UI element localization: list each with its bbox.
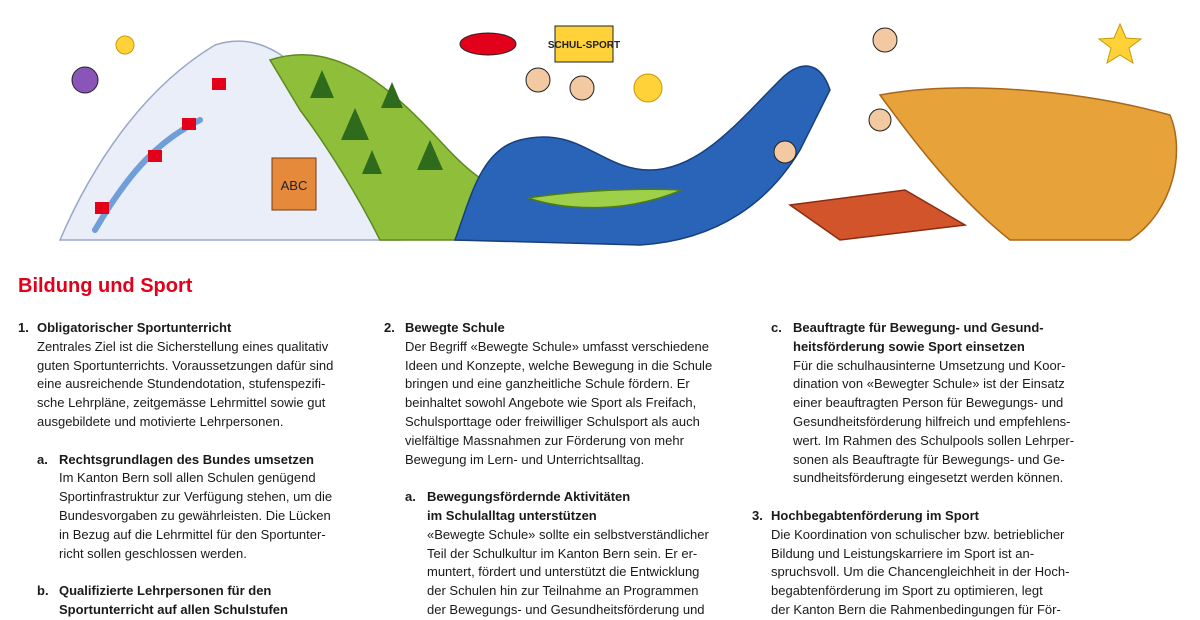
section-2-heading [384, 319, 730, 338]
page-title: Bildung und Sport [18, 275, 193, 297]
text-line: Bundesvorgaben zu gewährleisten. Die Lücken [59, 507, 331, 523]
section-3-heading [752, 507, 1082, 526]
schulsport-flag [548, 26, 620, 62]
section-1-title: Obligatorischer Sportunterricht [37, 320, 232, 335]
text-line: Ideen und Konzepte, welche Bewegung in die Schule [405, 357, 713, 373]
text-line: «Bewegte Schule» sollte ein selbstverständlicher [427, 526, 709, 542]
text-line: bringen und eine ganzheitliche Schule fördern. Er [405, 376, 690, 392]
tennis-court [790, 190, 965, 240]
text-line: Die Koordination von schulischer bzw. betrieblicher [771, 526, 1065, 542]
text-line: sche Lehrpläne, zeitgemässe Lehrmittel sowie gut [37, 395, 326, 411]
section-1 [18, 319, 368, 432]
text-line: dination von «Bewegter Schule» ist der Einsatz [793, 376, 1065, 392]
text-line: Gesundheitsförderung hilfreich und empfehlens- [793, 413, 1071, 429]
text-line: Bildung und Leistungskarriere im Sport ist an- [771, 545, 1035, 561]
title-line: Qualifizierte Lehrpersonen für den [59, 583, 272, 599]
column-2 [384, 319, 730, 620]
section-2a [384, 488, 730, 620]
section-1b-title [59, 582, 288, 620]
section-2a-body [405, 526, 730, 620]
text-line: Für die schulhausinterne Umsetzung und Koor- [793, 357, 1066, 373]
title-line: Bewegungsfördernde Aktivitäten [427, 489, 631, 505]
text-line: Im Kanton Bern soll allen Schulen genügend [59, 470, 316, 486]
column-3 [752, 319, 1082, 620]
schulsport-label: SCHUL-SPORT [547, 40, 621, 51]
text-line: ausgebildete und motivierte Lehrpersonen. [37, 413, 284, 429]
text-line: Schulsporttage oder freiwilliger Schulsport als auch [405, 413, 700, 429]
section-2 [384, 319, 730, 469]
text-line: der Schulen hin zur Teilnahme an Programmen [427, 583, 699, 599]
text-line: Bewegung im Lern- und Unterrichtsalltag. [405, 451, 645, 467]
text-line: guten Sportunterrichts. Voraussetzungen dafür sind [37, 357, 334, 373]
text-line: vielfältige Massnahmen zur Förderung von mehr [405, 432, 684, 448]
sun-icon [116, 36, 134, 54]
sports-illustration-banner [0, 0, 1200, 262]
section-1-number: 1. [18, 320, 29, 335]
text-line: einer beauftragten Person für Bewegungs- und [793, 395, 1064, 411]
section-1b [18, 582, 368, 620]
section-2c-title [793, 319, 1044, 357]
title-line: Beauftragte für Bewegung- und Gesund- [793, 320, 1044, 335]
text-line: beinhaltet sowohl Angebote wie Sport als Freifach, [405, 395, 697, 411]
text-line: eine ausreichende Stundendotation, stufenspezifi- [37, 376, 326, 392]
text-line: wert. Im Rahmen des Schulpools sollen Lehrper- [793, 432, 1075, 448]
text-line: sundheitsförderung eingesetzt werden können. [793, 470, 1064, 486]
section-3-title: Hochbegabtenförderung im Sport [771, 507, 979, 523]
section-1a-title: Rechtsgrundlagen des Bundes umsetzen [59, 451, 314, 467]
text-line: Sportinfrastruktur zur Verfügung stehen, um die [59, 489, 333, 505]
section-2c [752, 319, 1082, 488]
section-3-number: 3. [752, 507, 763, 523]
text-line: spruchsvoll. Um die Chancengleichheit in der Hoch- [771, 564, 1070, 580]
text-line: begabtenförderung im Sport zu optimieren, legt [771, 583, 1043, 599]
frisbee-icon [460, 33, 516, 55]
section-1a-body [37, 469, 368, 563]
star-icon [1099, 24, 1141, 63]
text-line: Teil der Schulkultur im Kanton Bern sein. Er er- [427, 545, 698, 561]
text-line: sonen als Beauftragte für Bewegungs- und Ge- [793, 451, 1065, 467]
text-line: der Bewegungs- und Gesundheitsförderung und [427, 601, 705, 617]
section-2-body [384, 338, 730, 470]
checkmark-icon [634, 74, 662, 102]
section-2a-letter: a. [405, 489, 416, 505]
section-1b-letter: b. [37, 583, 49, 599]
section-1b-heading [37, 582, 368, 620]
section-2-number: 2. [384, 320, 395, 335]
text-line: Zentrales Ziel ist die Sicherstellung eines qualitativ [37, 338, 329, 354]
text-line: richt sollen geschlossen werden. [59, 545, 247, 561]
section-2-title: Bewegte Schule [405, 320, 505, 335]
text-line: in Bezug auf die Lehrmittel für den Sportunter- [59, 526, 326, 542]
book-label: ABC [280, 178, 308, 193]
section-3 [752, 507, 1082, 620]
section-1a-heading [37, 451, 368, 470]
section-2a-heading [405, 488, 730, 526]
section-2c-body [771, 357, 1082, 489]
section-1a [18, 451, 368, 564]
section-2a-title [427, 488, 630, 526]
book-character [272, 158, 316, 210]
text-line: muntert, fördert und unterstützt die Entwicklung [427, 564, 700, 580]
title-line: im Schulalltag unterstützen [427, 507, 597, 523]
section-2c-letter: c. [771, 320, 782, 335]
section-3-body [752, 526, 1082, 620]
section-1-heading [18, 319, 368, 338]
section-2c-heading [771, 319, 1082, 357]
title-line: heitsförderung sowie Sport einsetzen [793, 338, 1025, 354]
title-line: Sportunterricht auf allen Schulstufen [59, 601, 288, 617]
section-1a-letter: a. [37, 451, 48, 467]
column-1 [18, 319, 368, 620]
text-line: der Kanton Bern die Rahmenbedingungen für För- [771, 601, 1061, 617]
text-line: Der Begriff «Bewegte Schule» umfasst verschiedene [405, 338, 709, 354]
section-1-body [18, 338, 368, 432]
